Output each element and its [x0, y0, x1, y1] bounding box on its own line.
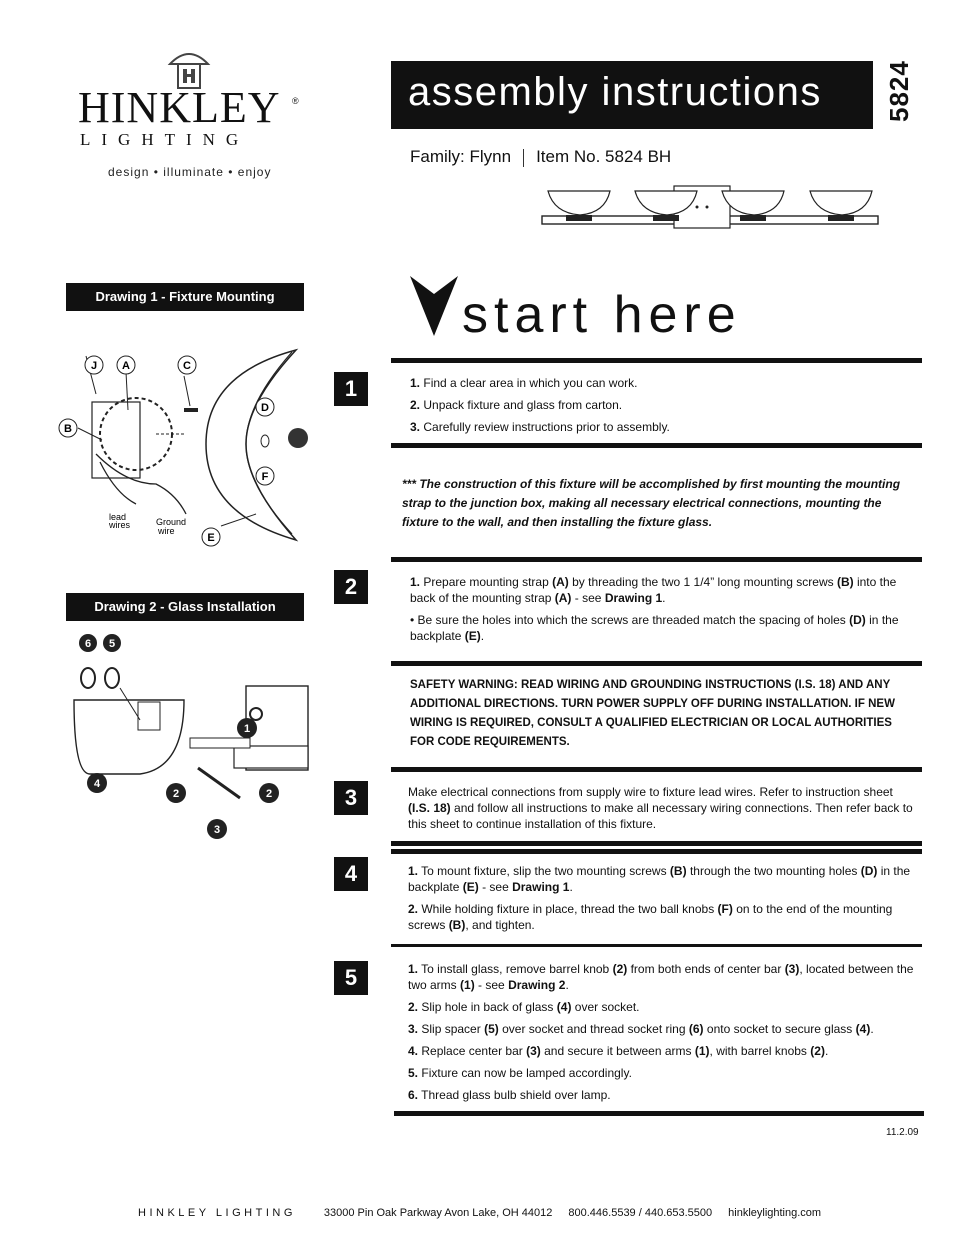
fixture-illustration: [540, 183, 880, 231]
d2-label-4: 4: [93, 778, 101, 790]
d1-lead-text: lead: [109, 512, 127, 522]
step5-number: 5: [334, 961, 368, 995]
drawing2-title: Drawing 2 - Glass Installation: [66, 593, 304, 621]
step3-text: Make electrical connections from supply wire to fixture lead wires. Refer to instruction sheet (I.S. 18) and follow all instructions to make all necessary wiring connections. Then refer back to this sheet to continue installation of this fixture.: [408, 785, 913, 831]
family-label: Family: Flynn: [410, 147, 512, 166]
step4-text: 1. To mount fixture, slip the two mounting screws (B) through the two mounting holes (D) in the backplate (E) - see Drawing 1. 2. While holding fixture in place, thread the two ball knobs (F) on to the end of the mounting screws (B), and tighten.: [408, 864, 911, 932]
d1-label-f: F: [261, 471, 269, 483]
step4-top-rule: [391, 849, 922, 854]
d1-label-e: E: [207, 532, 215, 544]
page-title: assembly instructions: [408, 70, 822, 114]
step4-number: 4: [334, 857, 368, 891]
step1-top-rule: [391, 358, 922, 363]
d1-label-c: C: [183, 360, 191, 372]
d2-label-2a: 2: [172, 788, 180, 800]
step5-text: 1. To install glass, remove barrel knob (2) from both ends of center bar (3), located between the two arms (1) - see Drawing 2. 2. Slip hole in back of glass (4) over socket. 3. Slip spacer (5) over socket and thread socket ring (6) onto socket to secure glass (4). 4. Replace center bar (3) and secure it between arms (1), with barrel knobs (2). 5. Fixture can now be lamped accordingly. 6. Thread glass bulb shield over lamp.: [408, 962, 914, 1102]
d2-label-6: 6: [84, 638, 92, 650]
safety-warning: SAFETY WARNING: READ WIRING AND GROUNDING INSTRUCTIONS (I.S. 18) AND ANY ADDITIONAL DIRECTIONS. TURN POWER SUPPLY OFF DURING INSTALLATION. IF NEW WIRING IS REQUIRED, CONSULT A QUALIFIED ELECTRICIAN OR LOCAL AUTHORITIES FOR CODE REQUIREMENTS.: [410, 679, 895, 748]
step3-bottom-rule: [391, 841, 922, 846]
step2-top-rule: [391, 557, 922, 562]
d2-label-2b: 2: [265, 788, 273, 800]
step2-text: 1. Prepare mounting strap (A) by threading the two 1 1/4” long mounting screws (B) into the back of the mounting strap (A) - see Drawing 1. • Be sure the holes into which the screws are threaded match the spacing of holes (D) in the backplate (E).: [410, 575, 899, 643]
d1-label-a: A: [122, 360, 130, 372]
d2-label-1: 1: [243, 723, 251, 735]
d2-label-5: 5: [108, 638, 116, 650]
revision-date: 11.2.09: [886, 1127, 919, 1138]
logo-registered: ®: [292, 96, 299, 106]
d1-label-j: J: [90, 360, 98, 372]
step5-bottom-rule: [394, 1111, 924, 1116]
logo-subword: LIGHTING: [80, 130, 250, 149]
footer-address: 33000 Pin Oak Parkway Avon Lake, OH 44012: [323, 1207, 553, 1219]
drawing1-illustration: [56, 344, 316, 554]
footer-phone: 800.446.5539 / 440.653.5500: [568, 1207, 713, 1219]
construction-note: *** The construction of this fixture will be accomplished by first mounting the mounting strap to the junction box, making all necessary electrical connections, mounting the fixture to the wall, and then installing the fixture glass.: [402, 477, 901, 529]
step1-item-2: 2. Unpack fixture and glass from carton.: [410, 398, 623, 412]
step1-item-3: 3. Carefully review instructions prior to assembly.: [410, 420, 670, 434]
footer: [138, 1207, 837, 1219]
d1-wires-text: wires: [109, 520, 131, 530]
d1-label-b: B: [64, 423, 72, 435]
start-here-heading: start here: [462, 286, 742, 344]
step4-bottom-rule: [391, 944, 922, 947]
step2-number: 2: [334, 570, 368, 604]
logo-wordmark: HINKLEY: [78, 83, 281, 132]
step2-bottom-rule: [391, 661, 922, 666]
d1-label-d: D: [261, 402, 269, 414]
family-line: [410, 147, 671, 167]
model-number: 5824: [884, 60, 914, 122]
step1-text: [410, 375, 910, 441]
footer-brand: HINKLEY LIGHTING: [138, 1207, 296, 1219]
drawing1-title: Drawing 1 - Fixture Mounting: [66, 283, 304, 311]
logo-tagline: design • illuminate • enjoy: [108, 165, 272, 179]
d2-label-3: 3: [213, 824, 221, 836]
drawing2-illustration: [60, 628, 320, 848]
start-arrow-icon: [410, 276, 458, 336]
item-label: Item No. 5824 BH: [536, 147, 672, 166]
step1-bottom-rule: [391, 443, 922, 448]
step3-number: 3: [334, 781, 368, 815]
step1-item-1: 1. Find a clear area in which you can work.: [410, 376, 638, 390]
step3-top-rule: [391, 767, 922, 772]
step1-number: 1: [334, 372, 368, 406]
footer-website[interactable]: hinkleylighting.com: [728, 1207, 822, 1219]
d1-wire-text: wire: [158, 526, 175, 536]
d1-ground-text: Ground: [156, 517, 187, 527]
